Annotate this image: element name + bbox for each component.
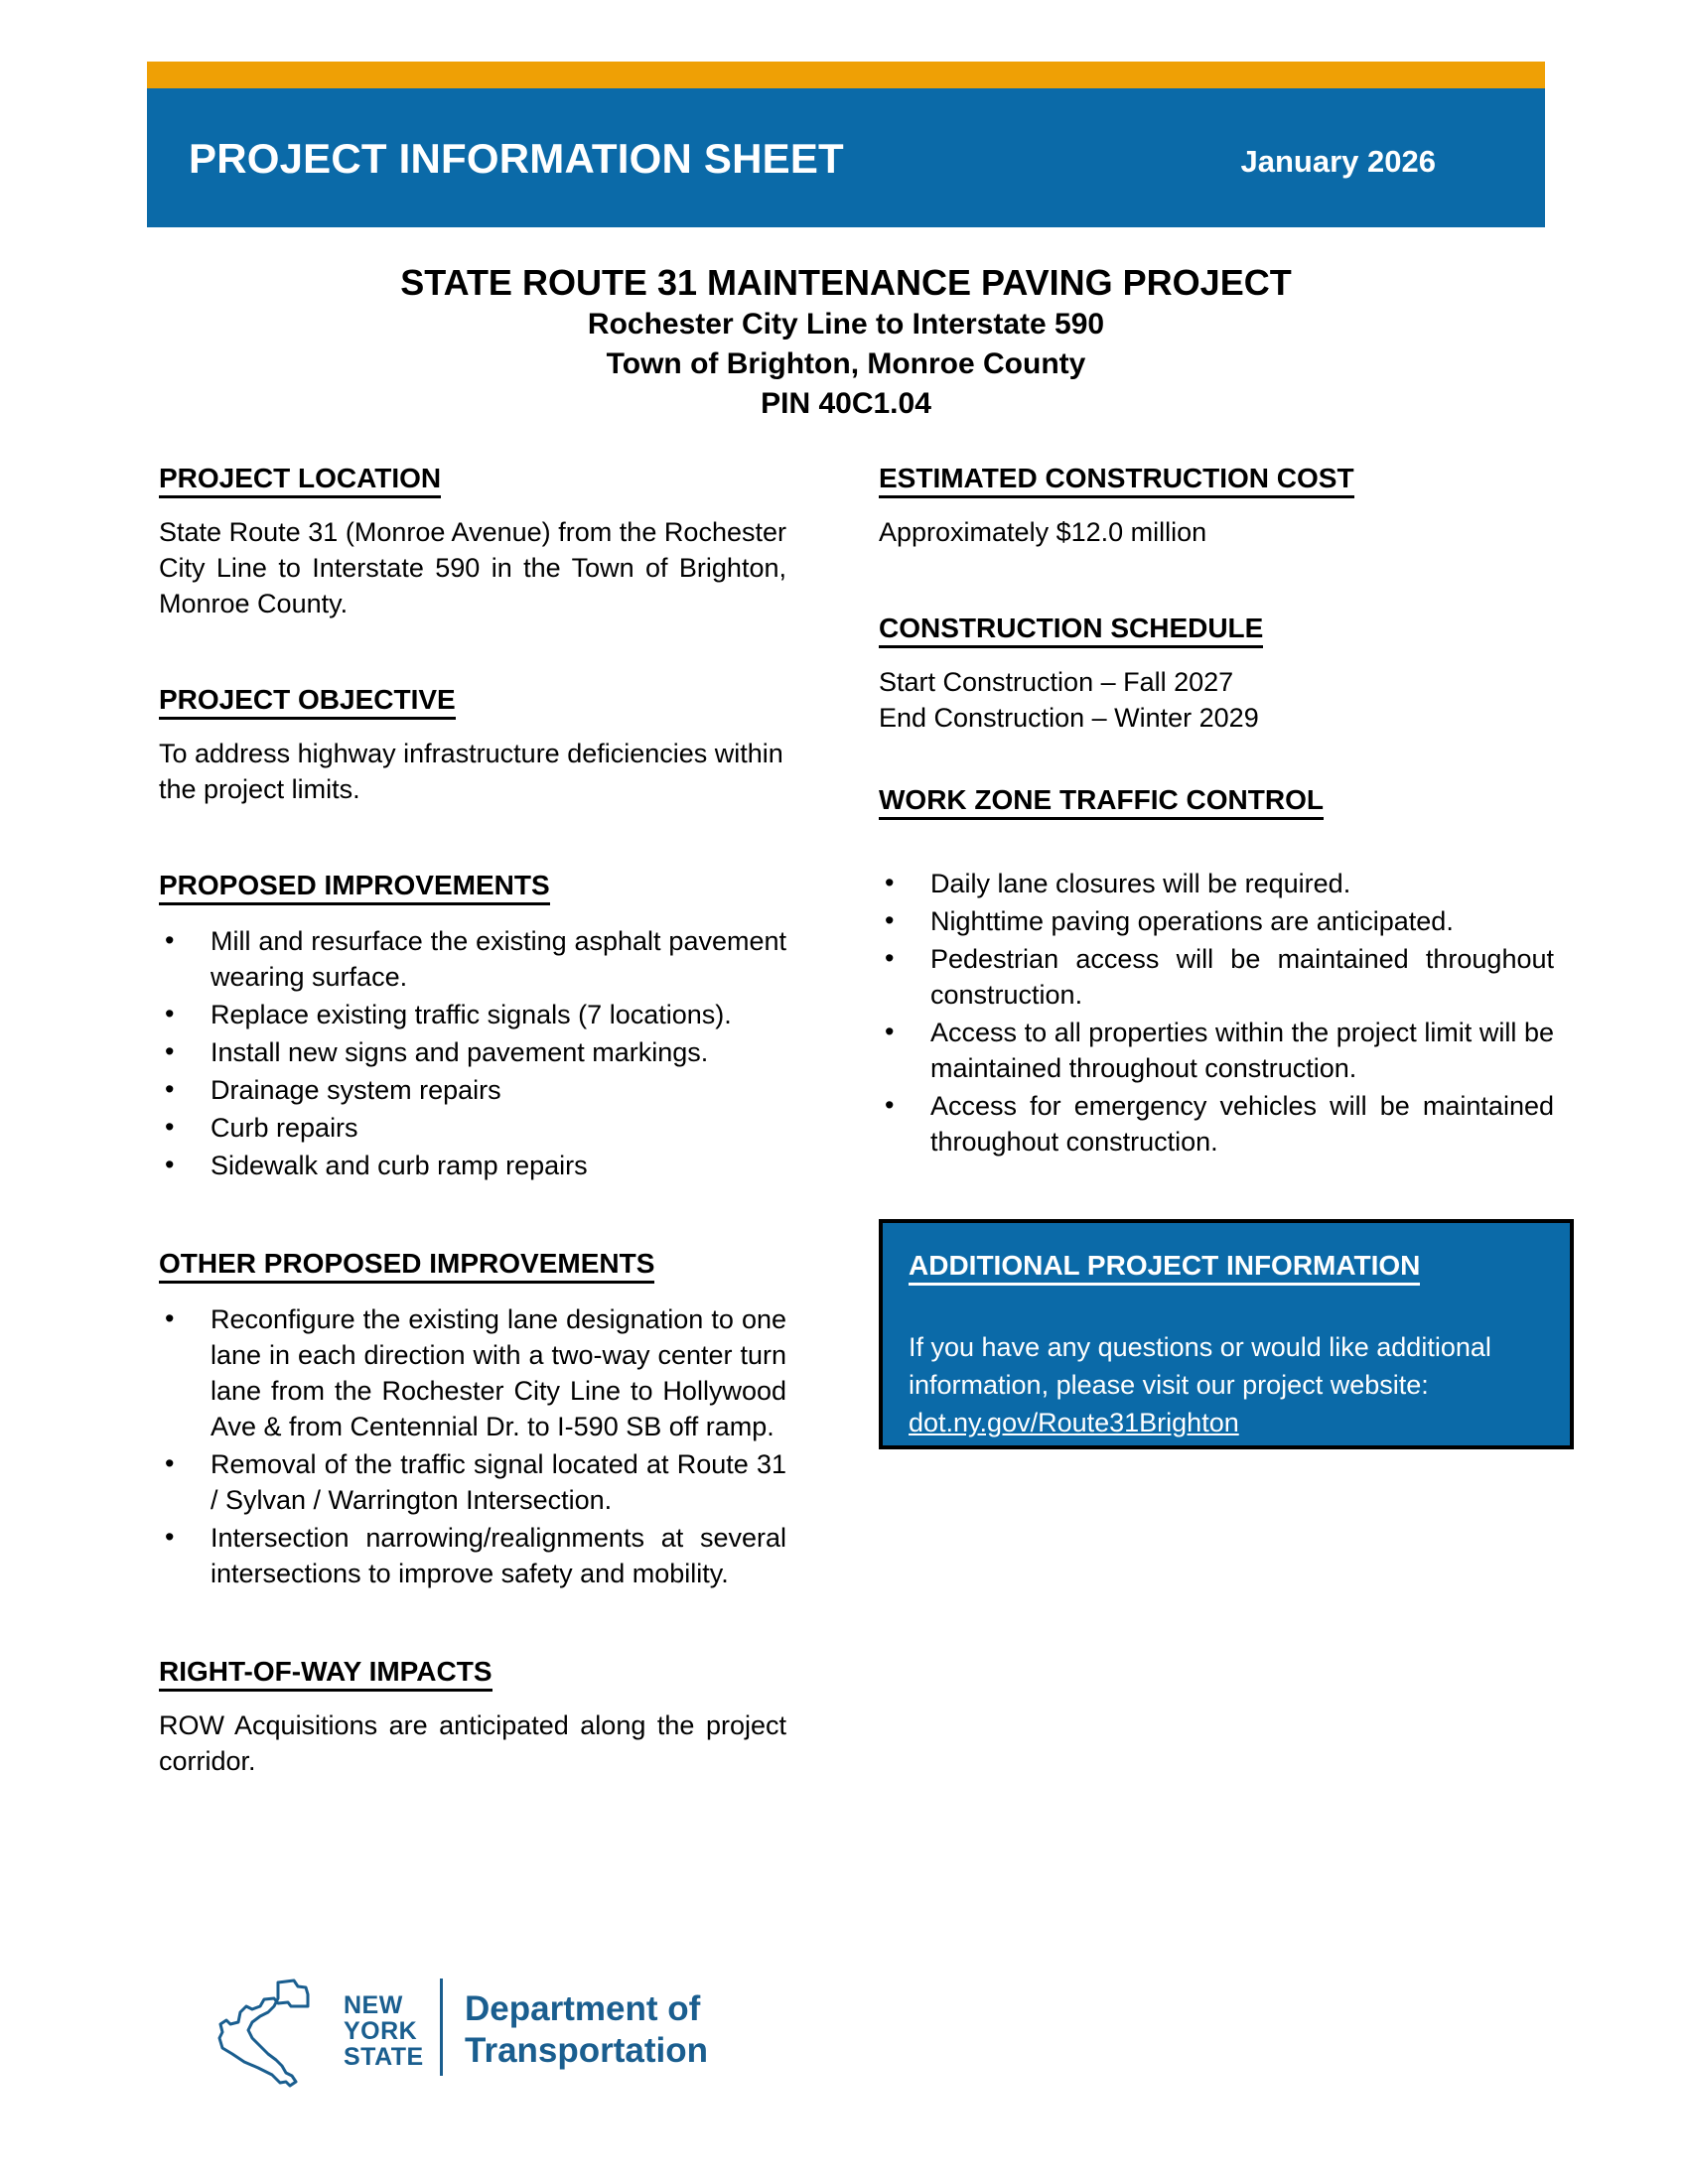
spacer [159, 621, 786, 683]
spacer [159, 807, 786, 869]
gold-accent-bar [147, 62, 1545, 88]
spacer [159, 1593, 786, 1655]
additional-project-information-box [879, 1219, 1574, 1449]
list-item: • Access for emergency vehicles will be maintained throughout construction. [879, 1088, 1554, 1160]
spacer [879, 550, 1554, 612]
project-title-line-2: Rochester City Line to Interstate 590 [587, 308, 1105, 341]
header-banner [147, 62, 1545, 227]
list-item: • Curb repairs [159, 1110, 786, 1146]
list-other-proposed-improvements [159, 1301, 786, 1591]
section-project-location [159, 462, 786, 621]
new-york-state-map-icon [216, 1977, 355, 2091]
header-date: January 2026 [1240, 144, 1436, 179]
section-other-proposed-improvements [159, 1247, 786, 1591]
logo-department-line-1: Department of [465, 1989, 701, 2028]
heading-work-zone-traffic-control: WORK ZONE TRAFFIC CONTROL [879, 783, 1324, 820]
list-item: • Reconfigure the existing lane designation to one lane in each direction with a two-way center turn lane from the Rochester City Line to Hollywood Ave & from Centennial Dr. to I-590 SB off ramp. [159, 1301, 786, 1444]
text-right-of-way-impacts: ROW Acquisitions are anticipated along the project corridor. [159, 1710, 786, 1776]
heading-right-of-way-impacts: RIGHT-OF-WAY IMPACTS [159, 1655, 492, 1692]
text-construction-end: End Construction – Winter 2029 [879, 703, 1259, 733]
list-item: • Pedestrian access will be maintained throughout construction. [879, 941, 1554, 1013]
heading-proposed-improvements: PROPOSED IMPROVEMENTS [159, 869, 550, 905]
list-item: • Mill and resurface the existing asphalt pavement wearing surface. [159, 923, 786, 995]
project-website-link[interactable]: dot.ny.gov/Route31Brighton [909, 1408, 1239, 1437]
logo-department-line-2: Transportation [465, 2031, 709, 2070]
logo-divider [440, 1979, 443, 2076]
logo-department-text [465, 1988, 708, 2072]
spacer [879, 736, 1554, 783]
project-title-line-3: Town of Brighton, Monroe County [606, 347, 1086, 380]
list-item: • Intersection narrowing/realignments at several intersections to improve safety and mobility. [159, 1520, 786, 1591]
blue-header-bar [147, 88, 1545, 227]
text-construction-start: Start Construction – Fall 2027 [879, 667, 1234, 697]
logo-state-text [344, 1992, 424, 2070]
list-item: • Install new signs and pavement markings. [159, 1034, 786, 1070]
project-pin: PIN 40C1.04 [761, 387, 931, 420]
list-item: • Replace existing traffic signals (7 locations). [159, 997, 786, 1032]
spacer [159, 1185, 786, 1247]
heading-additional-project-information: ADDITIONAL PROJECT INFORMATION [909, 1249, 1420, 1286]
heading-project-objective: PROJECT OBJECTIVE [159, 683, 456, 720]
additional-project-information-text [909, 1328, 1554, 1441]
logo-line-new: NEW [344, 1991, 403, 2019]
nysdot-logo [216, 1971, 709, 2095]
list-item: • Removal of the traffic signal located at Route 31 / Sylvan / Warrington Intersection. [159, 1446, 786, 1518]
logo-line-york: YORK [344, 2017, 418, 2045]
project-title-line-1: STATE ROUTE 31 MAINTENANCE PAVING PROJECT [400, 262, 1292, 303]
page-title: PROJECT INFORMATION SHEET [189, 135, 844, 182]
section-proposed-improvements [159, 869, 786, 1183]
info-text: If you have any questions or would like additional information, please visit our project website: [909, 1332, 1491, 1400]
section-right-of-way-impacts [159, 1655, 786, 1779]
list-item: • Sidewalk and curb ramp repairs [159, 1148, 786, 1183]
list-item: • Drainage system repairs [159, 1072, 786, 1108]
list-item: • Daily lane closures will be required. [879, 866, 1554, 901]
heading-project-location: PROJECT LOCATION [159, 462, 441, 498]
section-construction-schedule [879, 612, 1554, 736]
heading-estimated-construction-cost: ESTIMATED CONSTRUCTION COST [879, 462, 1354, 498]
text-estimated-construction-cost: Approximately $12.0 million [879, 517, 1207, 547]
text-project-objective: To address highway infrastructure deficiencies within the project limits. [159, 739, 783, 804]
list-work-zone-traffic-control [879, 866, 1554, 1160]
list-item: • Access to all properties within the project limit will be maintained throughout construction. [879, 1015, 1554, 1086]
heading-other-proposed-improvements: OTHER PROPOSED IMPROVEMENTS [159, 1247, 654, 1284]
heading-construction-schedule: CONSTRUCTION SCHEDULE [879, 612, 1263, 648]
list-proposed-improvements [159, 923, 786, 1183]
text-project-location: State Route 31 (Monroe Avenue) from the Rochester City Line to Interstate 590 in the Town of Brighton, Monroe County. [159, 517, 786, 618]
section-estimated-construction-cost [879, 462, 1554, 550]
section-work-zone-traffic-control [879, 783, 1554, 1160]
right-column [879, 462, 1554, 1161]
section-project-objective [159, 683, 786, 807]
project-title-block [147, 260, 1545, 424]
list-item: • Nighttime paving operations are anticipated. [879, 903, 1554, 939]
logo-line-state: STATE [344, 2043, 424, 2071]
left-column [159, 462, 786, 1779]
